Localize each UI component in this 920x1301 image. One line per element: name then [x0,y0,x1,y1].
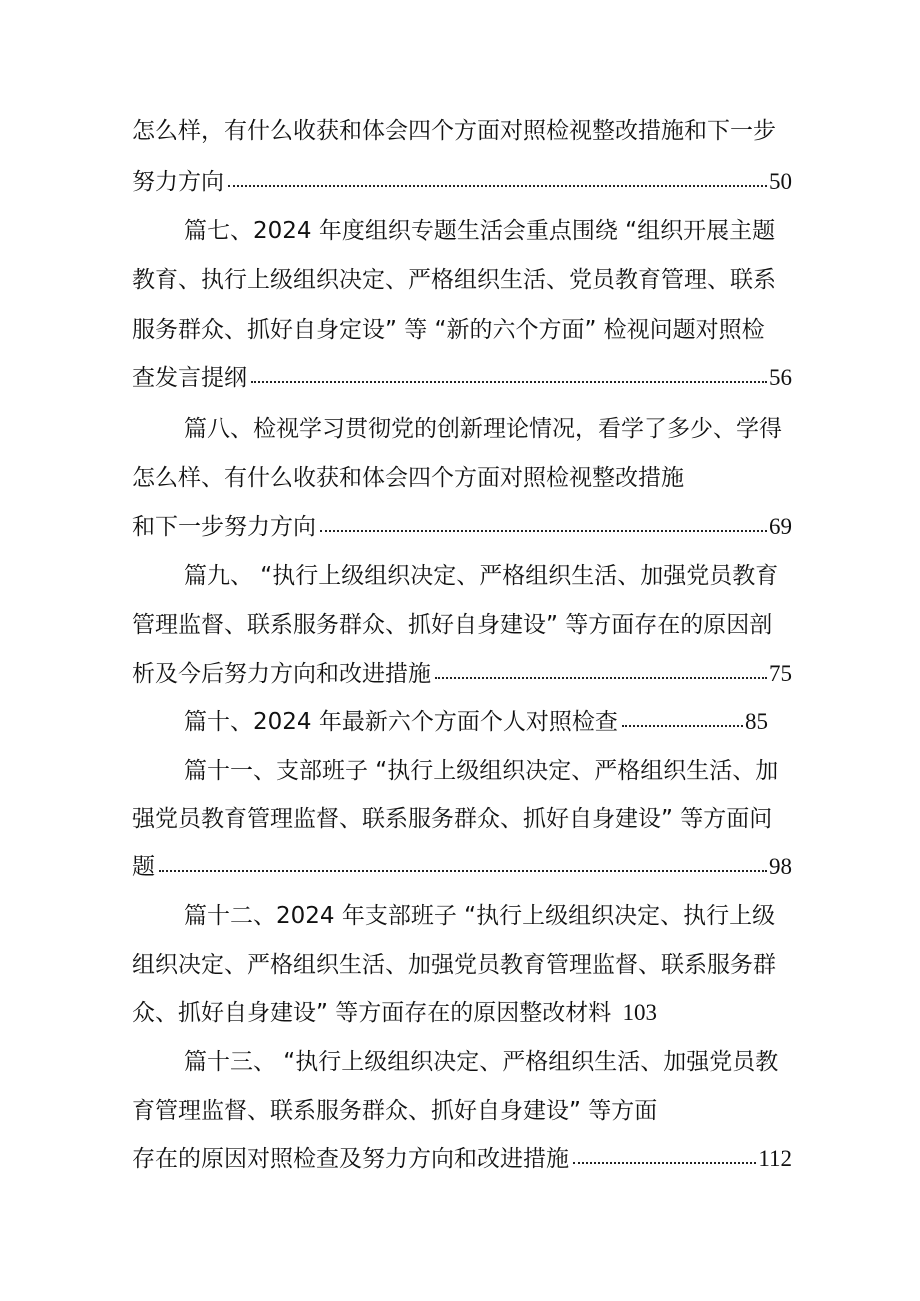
dot-leader [435,676,767,679]
toc-entry-last-line[interactable] [132,996,792,1030]
toc-entry-last-line[interactable] [132,510,792,544]
toc-entry-last-line[interactable] [132,657,792,691]
dot-leader [228,184,767,187]
toc-entry-line: 育管理监督、联系服务群众、抓好自身建设” 等方面 [132,1098,658,1124]
toc-entry-line: 教育、执行上级组织决定、严格组织生活、党员教育管理、联系 [132,267,776,293]
toc-entry-line: 管理监督、联系服务群众、抓好自身建设” 等方面存在的原因剖 [132,612,773,638]
toc-entry-last-line[interactable] [132,850,792,884]
toc-entry-line: 篇八、检视学习贯彻党的创新理论情况，看学了多少、学得 [184,416,782,442]
toc-entry-line: 篇十一、支部班子 “执行上级组织决定、严格组织生活、加 [184,758,779,784]
toc-entry-last-line[interactable] [184,705,768,739]
toc-page-number: 50 [769,169,792,194]
toc-page-number: 69 [769,514,792,539]
toc-entry-line: 篇九、 “执行上级组织决定、严格组织生活、加强党员教育 [184,563,779,589]
toc-entry-line: 篇七、2024 年度组织专题生活会重点围绕 “组织开展主题 [184,218,776,244]
toc-entry-line: 怎么样，有什么收获和体会四个方面对照检视整改措施和下一步 [132,118,776,144]
toc-entry-line: 组织决定、严格组织生活、加强党员教育管理监督、联系服务群 [132,952,776,978]
toc-entry-line: 服务群众、抓好自身定设” 等 “新的六个方面” 检视问题对照检 [132,317,765,343]
toc-entry-title: 努力方向 [132,169,224,195]
toc-page-number: 56 [769,365,792,390]
toc-entry-line: 篇十二、2024 年支部班子 “执行上级组织决定、执行上级 [184,903,776,929]
toc-entry-title: 题 [132,854,155,880]
toc-entry-line: 篇十三、 “执行上级组织决定、严格组织生活、加强党员教 [184,1049,779,1075]
toc-entry-title: 析及今后努力方向和改进措施 [132,661,431,687]
toc-entry-title: 和下一步努力方向 [132,514,316,540]
toc-page-number: 103 [622,1000,658,1025]
dot-leader [251,380,767,383]
toc-page-number: 98 [769,854,792,879]
toc-page-number: 112 [758,1146,792,1171]
dot-leader [573,1161,756,1164]
dot-leader [622,724,743,727]
toc-entry-title: 众、抓好自身建设” 等方面存在的原因整改材料 [132,1000,612,1026]
toc-page-number: 75 [769,661,792,686]
toc-page-number: 85 [745,709,768,734]
toc-entry-last-line[interactable] [132,165,792,199]
dot-leader [159,869,767,872]
toc-entry-last-line[interactable] [132,361,792,395]
toc-entry-last-line[interactable] [132,1142,792,1176]
toc-entry-title: 存在的原因对照检查及努力方向和改进措施 [132,1146,569,1172]
toc-entry-line: 强党员教育管理监督、联系服务群众、抓好自身建设” 等方面问 [132,806,773,832]
dot-leader [320,529,767,532]
toc-entry-line: 怎么样、有什么收获和体会四个方面对照检视整改措施 [132,465,684,491]
toc-entry-title: 查发言提纲 [132,365,247,391]
toc-entry-title: 篇十、2024 年最新六个方面个人对照检查 [184,709,618,735]
